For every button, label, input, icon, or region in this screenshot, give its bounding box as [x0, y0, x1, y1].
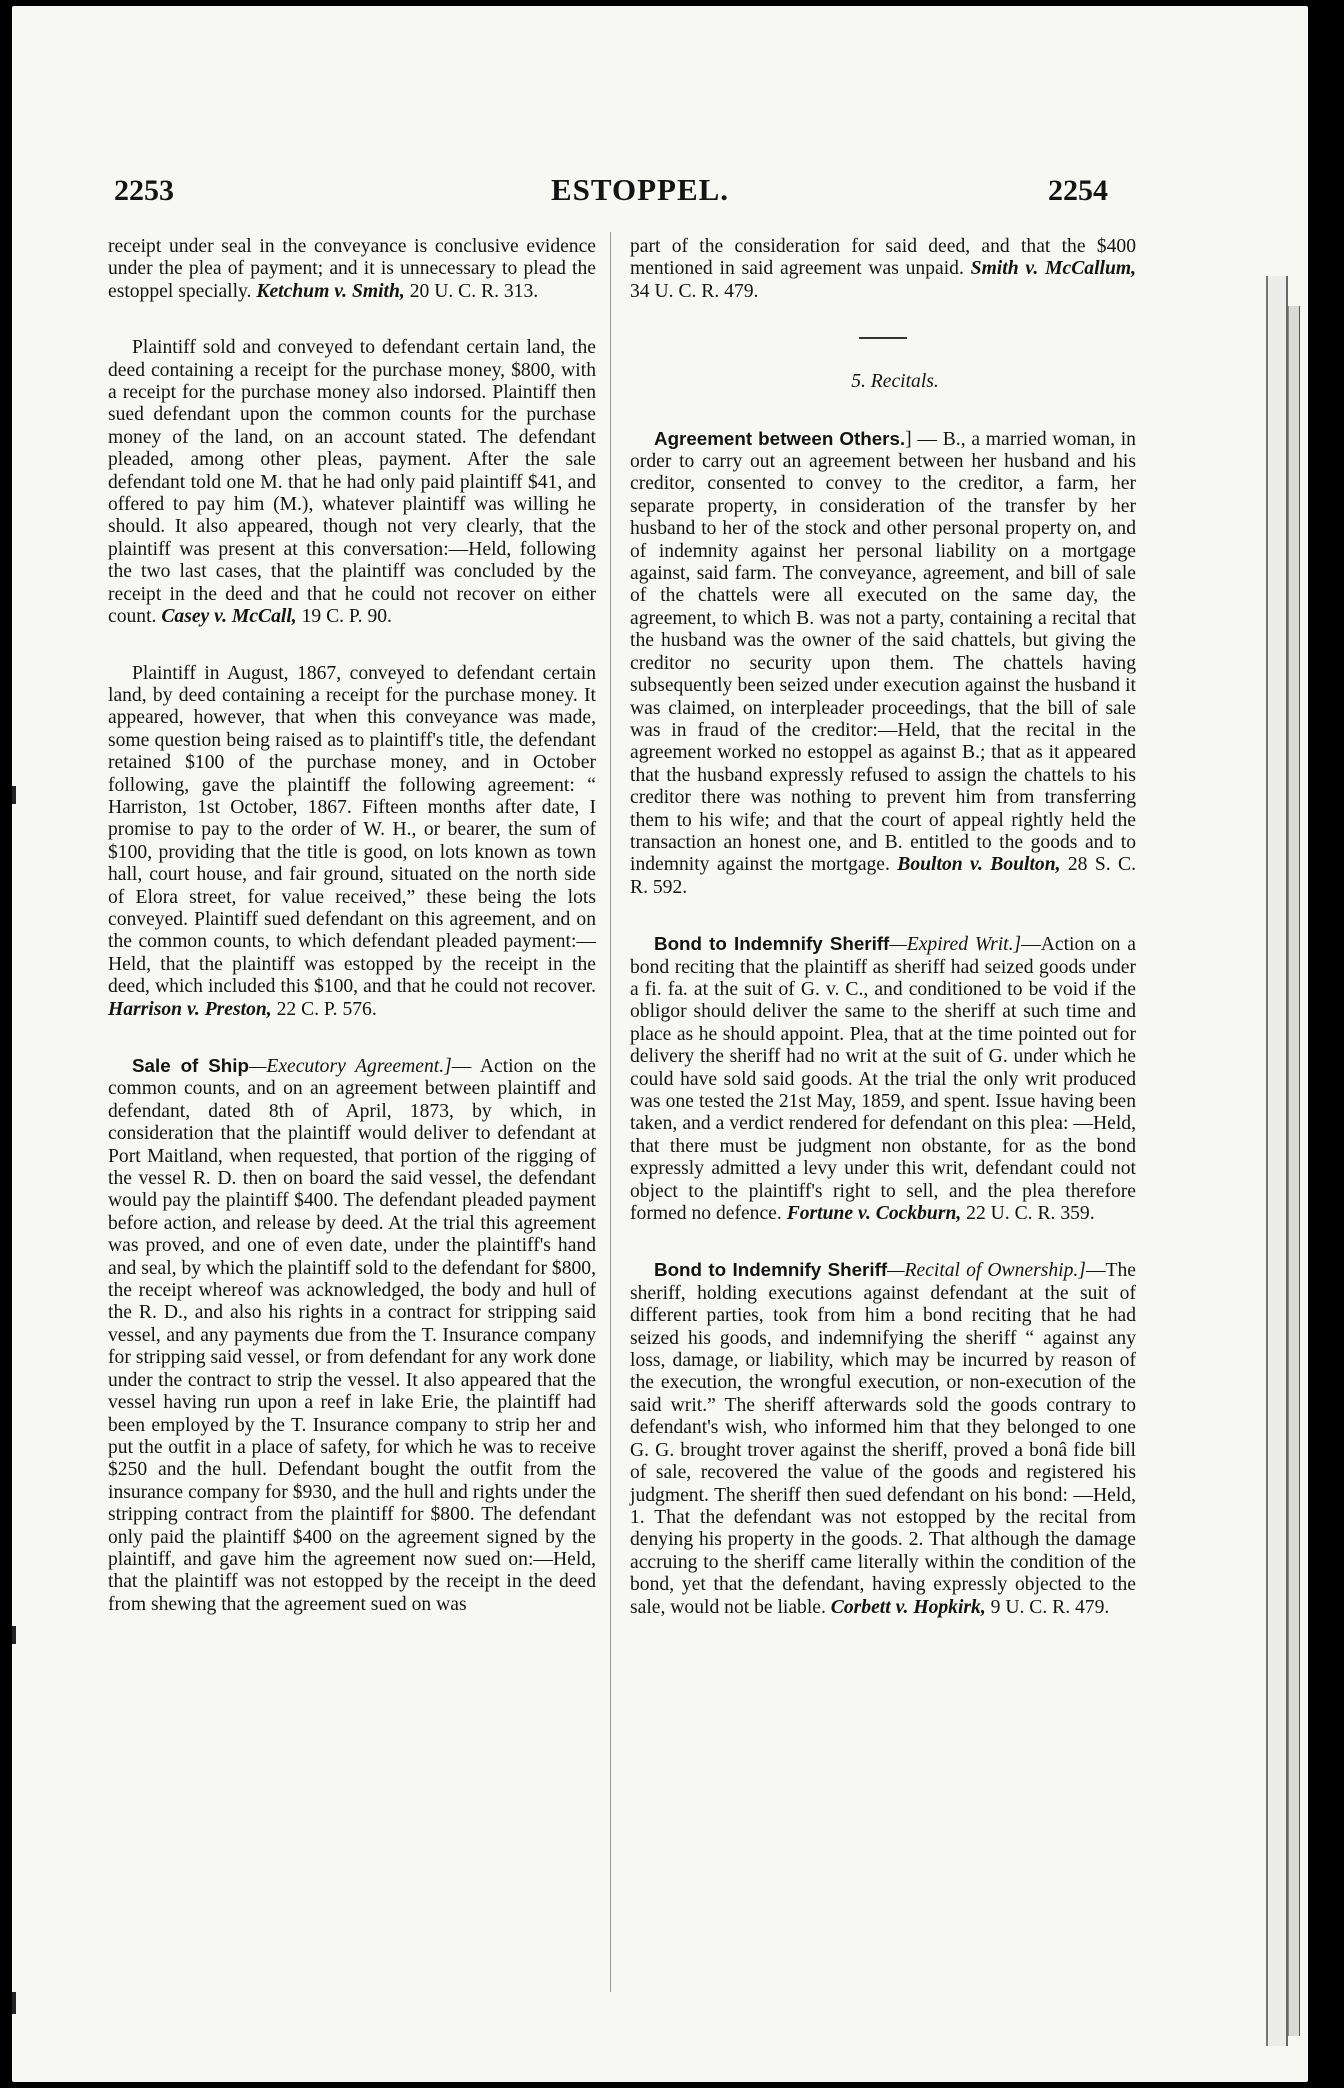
paragraph-text: ] — B., a married woman, in order to carry out an agreement between her husband and his creditor, consented to convey to the creditor, a farm, her separate property, in consideration of the transfer by her husband to her of the stock and other personal property on, and of indemnity against her personal liability on a mortgage against, said farm. The conveyance, agreement, and bill of sale of the chattels were all executed on the same day, the agreement, to which B. was not a party, containing a recital that the husband was the owner of the said chattels, but giving the creditor no security upon them. The chattels having subsequently been seized under execution against the husband it was claimed, on interpleader proceedings, that the bill of sale was in fraud of the creditor:—Held, that the recital in the agreement worked no estoppel as against B.; that as it appeared that the husband expressly refused to assign the chattels to his creditor there was nothing to prevent him from transferring them to his wife; and that the court of appeal rightly held the transaction an honest one, and B. entitled to the goods and to indemnity against the mortgage. [630, 428, 1136, 876]
left-page-number: 2253 [114, 174, 174, 207]
case-name: Boulton v. Boulton, [897, 854, 1061, 876]
left-column [108, 236, 596, 1650]
section-heading: 5. Recitals. [851, 371, 939, 393]
page-edge-inner [1288, 306, 1300, 2036]
entry-subheading: —Recital of Ownership.] [887, 1260, 1086, 1282]
paragraph [108, 663, 596, 1022]
paragraph-text: — Action on the common counts, and on an agreement between plaintiff and defendant, dated 8th of April, 1873, by which, in consideration that the plaintiff would deliver to defendant at Port Maitland, when requested, that portion of the rigging of the vessel R. D. then on board the said vessel, the defendant would pay the plaintiff $400. The defendant pleaded payment before action, and release by deed. At the trial this agreement was proved, and one of even date, under the plaintiff's hand and seal, by which the plaintiff sold to the defendant for $800, the receipt whereof was acknowledged, the body and hull of the R. D., and also his rights in a contract for stripping said vessel, and any payments due from the T. Insurance company for stripping said vessel, or from defendant for any work done under the contract to strip the vessel. It also appeared that the vessel having run upon a reef in lake Erie, the plaintiff had been employed by the T. Insurance company to strip her and put the outfit in a place of safety, for which he was to receive $250 and the hull. Defendant bought the outfit from the insurance company for $930, and the hull and rights under the stripping contract from the plaintiff for $800. The defendant only paid the plaintiff $400 on the agreement signed by the plaintiff, and gave him the agreement now sued on:—Held, that the plaintiff was not estopped by the receipt in the deed from shewing that the agreement sued on was [108, 1056, 596, 1615]
paragraph [108, 1055, 596, 1616]
page-tab-mark [12, 786, 16, 804]
paragraph-text: Plaintiff sold and conveyed to defendant certain land, the deed containing a receipt for the purchase money, $800, with a receipt for the purchase money also indorsed. Plaintiff then sued defendant upon the common counts for the purchase money of the land, on an account stated. The defendant pleaded, among other pleas, payment. After the sale defendant told one M. that he had only paid plaintiff $41, and offered to pay him (M.), whatever plaintiff was willing he should. It also appeared, though not very clearly, that the plaintiff was present at this conversation:—Held, following the two last cases, that the plaintiff was concluded by the receipt in the deed and that he could not recover on either count. [108, 337, 596, 628]
page-tab-mark [12, 1992, 16, 2014]
case-name: Casey v. McCall, [161, 606, 297, 628]
page-edge [1266, 276, 1288, 2046]
entry-heading: Agreement between Others. [654, 427, 906, 449]
citation: 22 C. P. 576. [271, 998, 377, 1020]
entry-subheading: —Executory Agreement.] [248, 1056, 452, 1077]
citation: 34 U. C. R. 479. [630, 280, 759, 302]
citation: 28 S. C. R. 592. [630, 854, 1136, 898]
case-name: Fortune v. Cockburn, [786, 1203, 962, 1225]
entry-heading: Bond to Indemnify Sheriff [654, 1259, 888, 1281]
paragraph [108, 236, 596, 303]
paragraph-text: receipt under seal in the conveyance is conclusive evidence under the plea of payment; and it is unnecessary to plead the estoppel specially. [108, 236, 596, 302]
paragraph-text: Plaintiff in August, 1867, conveyed to defendant certain land, by deed containing a receipt for the purchase money. It appeared, however, that when this conveyance was made, some question being raised as to plaintiff's title, the defendant retained $100 of the purchase money, and in October following, gave the plaintiff the following agreement: “ Harriston, 1st October, 1867. Fifteen months after date, I promise to pay to the order of W. H., or bearer, the sum of $100, providing that the title is good, on lots known as town hall, court house, and fair ground, situated on the north side of Elora street, for value received,” these being the lots conveyed. Plaintiff sued defendant on this agreement, and on the common counts, to which defendant pleaded payment:—Held, that the plaintiff was estopped by the receipt in the deed, which included this $100, and that he could not recover. [108, 662, 596, 998]
right-page-number: 2254 [1048, 174, 1108, 207]
short-rule [859, 337, 907, 339]
case-name: Ketchum v. Smith, [256, 280, 405, 302]
paragraph [630, 1259, 1136, 1619]
citation: 22 U. C. R. 359. [961, 1203, 1095, 1225]
paragraph-text: —Action on a bond reciting that the plaintiff as sheriff had seized goods under a fi. fa. at the suit of G. v. C., and conditioned to be void if the obligor should deliver the same to the sheriff at such time and place as he should appoint. Plea, that at the time pointed out for delivery the sheriff had no writ at the suit of G. under which he could have sold said goods. At the trial the only writ produced was one tested the 21st May, 1859, and spent. Issue having been taken, and a verdict rendered for defendant on this plea: —Held, that there must be judgment non obstante, for as the bond expressly admitted a levy under this writ, defendant could not object to the plaintiff's right to sell, and the plea therefore formed no defence. [630, 934, 1136, 1225]
right-column [630, 236, 1136, 1653]
entry-subheading: —Expired Writ.] [889, 934, 1022, 956]
citation: 19 C. P. 90. [296, 606, 392, 628]
case-name: Harrison v. Preston, [108, 998, 272, 1020]
column-divider [610, 232, 611, 1992]
case-name: Corbett v. Hopkirk, [830, 1596, 986, 1618]
running-head: ESTOPPEL. [550, 172, 730, 207]
page-tab-mark [12, 1626, 16, 1644]
entry-heading: Bond to Indemnify Sheriff [654, 933, 890, 955]
entry-heading: Sale of Ship [132, 1055, 249, 1076]
paragraph [630, 428, 1136, 900]
citation: 20 U. C. R. 313. [404, 280, 539, 302]
citation: 9 U. C. R. 479. [985, 1596, 1110, 1618]
case-name: Smith v. McCallum, [970, 258, 1136, 280]
paragraph [108, 337, 596, 628]
paragraph [630, 933, 1136, 1225]
paragraph-text: part of the consideration for said deed, and that the $400 mentioned in said agreement was unpaid. [630, 236, 1136, 280]
paragraph-text: —The sheriff, holding executions against defendant at the suit of different parties, took from him a bond reciting that he had seized his goods, and indemnifying the sheriff “ against any loss, damage, or liability, which may be incurred by reason of the execution, the wrongful execution, or non-execution of the said writ.” The sheriff afterwards sold the goods contrary to defendant's wish, who informed him that they belonged to one G. G. brought trover against the sheriff, proved a bonâ fide bill of sale, recovered the value of the goods and registered his judgment. The sheriff then sued defendant on his bond: —Held, 1. That the defendant was not estopped by the recital from denying his property in the goods. 2. That although the damage accruing to the sheriff came literally within the condition of the bond, yet that the defendant, having expressly objected to the sale, would not be liable. [630, 1260, 1136, 1618]
paragraph [630, 236, 1136, 303]
